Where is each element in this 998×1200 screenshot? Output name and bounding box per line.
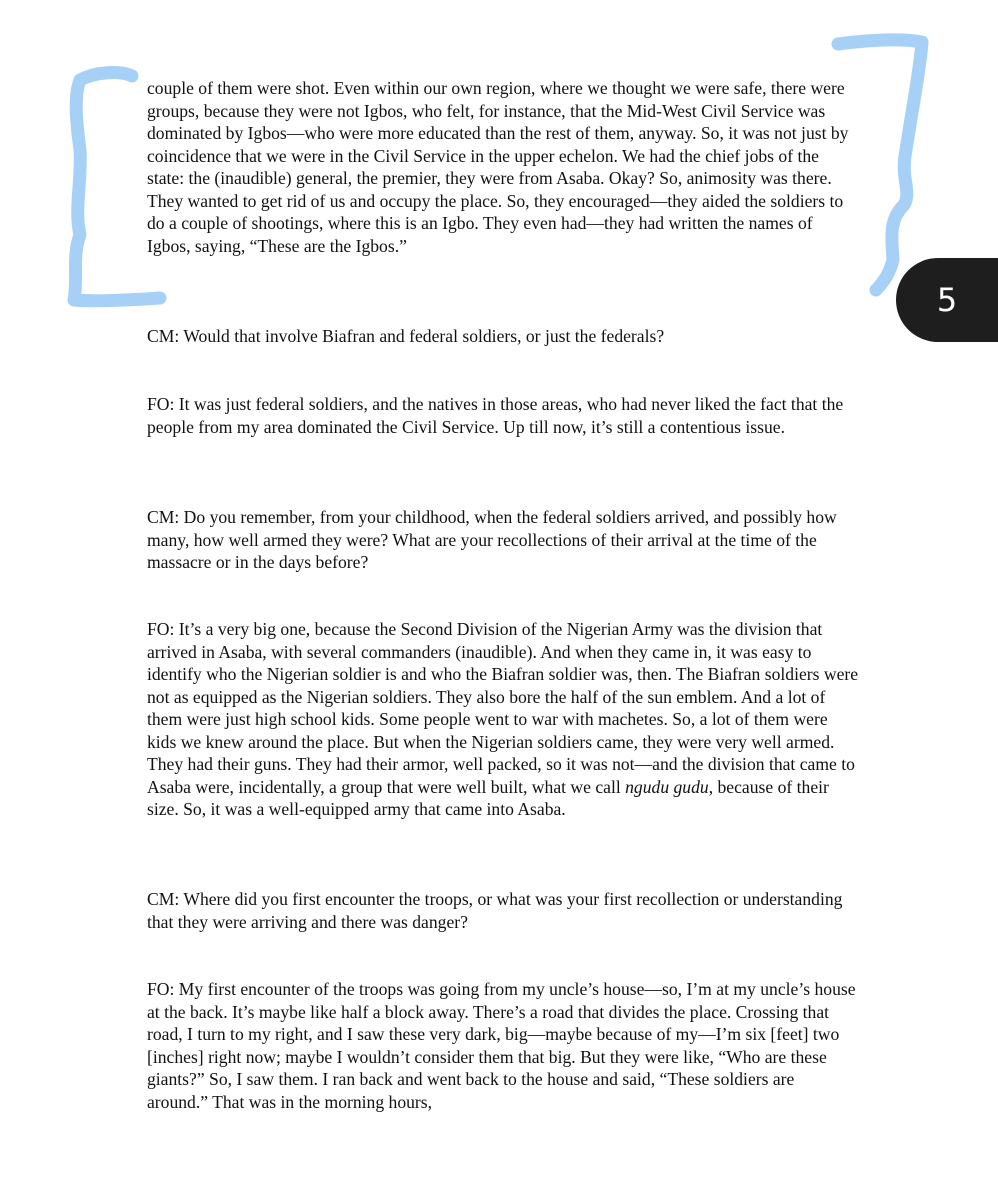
transcript-paragraph: couple of them were shot. Even within our own region, where we thought we were safe, there were groups, because they were not Igbos, who felt, for instance, that the Mid-West Civil Service was dominated by Igbos—who were more educated than the rest of them, anyway. So, it was not just by coincidence that we were in the Civil Service in the upper echelon. We had the chief jobs of the state: the (inaudible) general, the premier, they were from Asaba. Okay? So, animosity was there. They wanted to get rid of us and occupy the place. So, they encouraged—they aided the soldiers to do a couple of shootings, where this is an Igbo. They even had—they had written the names of Igbos, saying, “These are the Igbos.” xyxy=(147,78,849,256)
page-number: 5 xyxy=(936,281,958,319)
transcript-paragraph xyxy=(147,618,859,821)
page-number-badge xyxy=(896,258,998,342)
transcript-paragraph: CM: Do you remember, from your childhood, when the federal soldiers arrived, and possibly how many, how well armed they were? What are your recollections of their arrival at the time of the massacre or in the days before? xyxy=(147,507,837,572)
italic-term: ngudu gudu xyxy=(625,776,709,797)
paragraph-text-part: , because of their size. So, it was a well-equipped army that came into Asaba. xyxy=(147,776,829,819)
paragraph-text-part: FO: It’s a very big one, because the Second Division of the Nigerian Army was the division that arrived in Asaba, with several commanders (inaudible). And when they came in, it was easy to identify who the Nigerian soldier is and who the Biafran soldier was, then. The Biafran soldiers were not as equipped as the Nigerian soldiers. They also bore the half of the sun emblem. And a lot of them were just high school kids. Some people went to war with machetes. So, a lot of them were kids we knew around the place. But when the Nigerian soldiers came, they were very well armed. They had their guns. They had their armor, well packed, so it was not—and the division that came to Asaba were, incidentally, a group that were well built, what we call xyxy=(147,619,859,797)
transcript-paragraph: CM: Where did you first encounter the troops, or what was your first recollection or understanding that they were arriving and there was danger? xyxy=(147,889,843,932)
transcript-paragraph: FO: My first encounter of the troops was going from my uncle’s house—so, I’m at my uncle’s house at the back. It’s maybe like half a block away. There’s a road that divides the place. Crossing that road, I turn to my right, and I saw these very dark, big—maybe because of my—I’m six [feet] two [inches] right now; maybe I wouldn’t consider them that big. But they were like, “Who are these giants?” So, I saw them. I ran back and went back to the house and said, “These soldiers are around.” That was in the morning hours, xyxy=(147,979,856,1112)
transcript-paragraph: CM: Would that involve Biafran and federal soldiers, or just the federals? xyxy=(147,326,665,346)
transcript-paragraph: FO: It was just federal soldiers, and the natives in those areas, who had never liked the fact that the people from my area dominated the Civil Service. Up till now, it’s still a contentious issue. xyxy=(147,394,844,437)
